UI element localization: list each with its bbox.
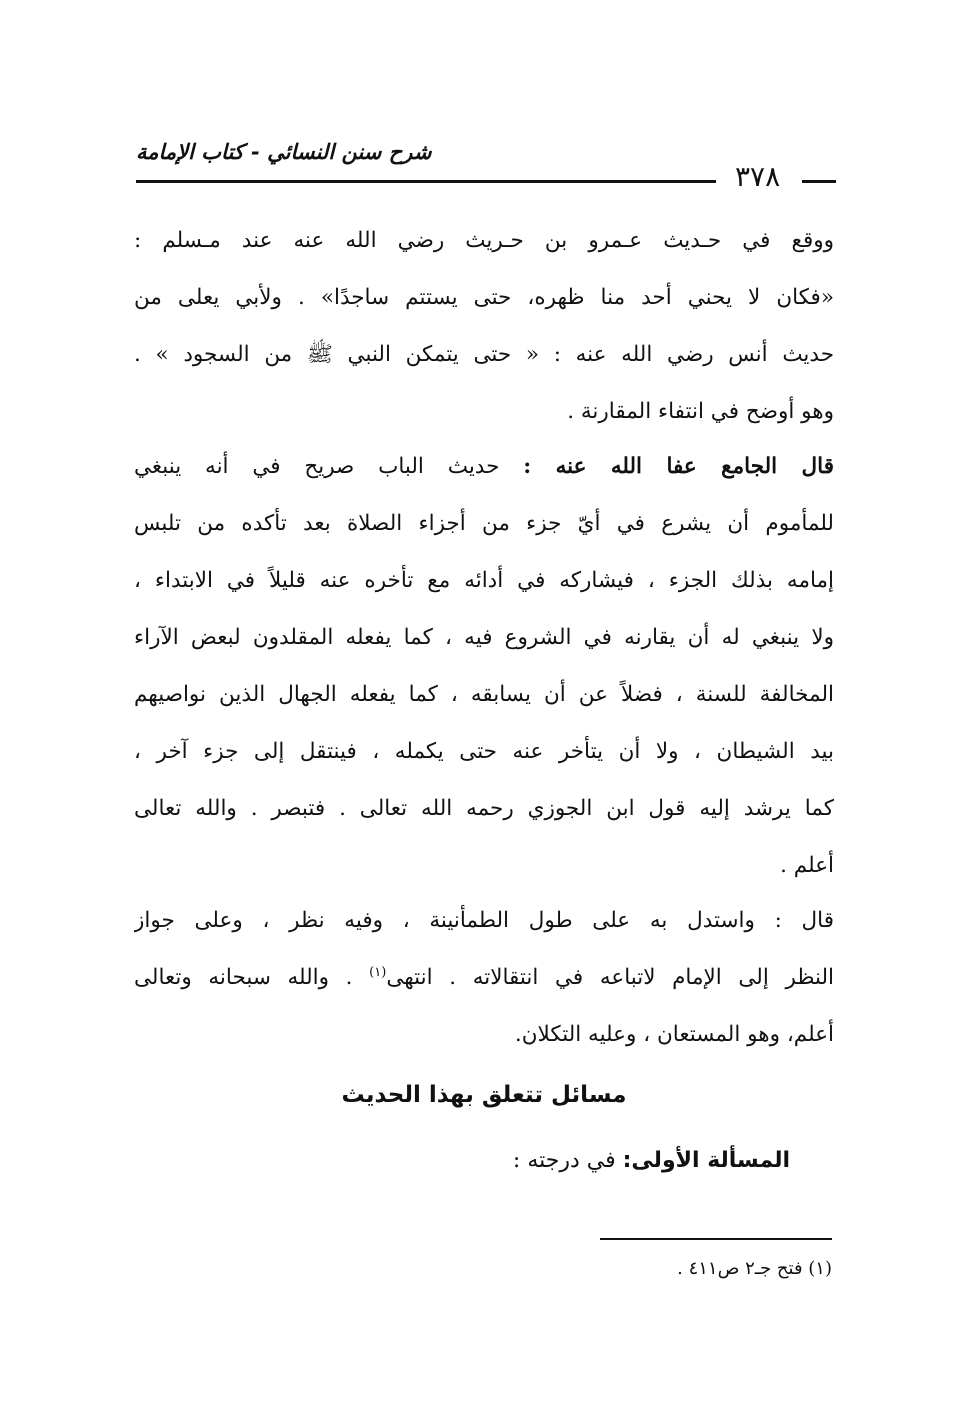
paragraph-line: إمامه بذلك الجزء ، فيشاركه في أدائه مع تأخره عنه قليلاً في الابتداء ، <box>134 568 834 593</box>
running-title: شرح سنن النسائي - كتاب الإمامة <box>136 140 432 164</box>
page-number-dash <box>802 180 836 183</box>
issue-lead: المسألة الأولى: <box>622 1148 790 1173</box>
paragraph-line: حديث أنس رضي الله عنه : « حتى يتمكن النبي ﷺ من السجود » . <box>134 342 834 367</box>
paragraph-line: قال : واستدل به على طول الطمأنينة ، وفيه نظر ، وعلى جواز <box>134 908 834 933</box>
paragraph-line: أعلم، وهو المستعان ، وعليه التكلان. <box>514 1022 834 1047</box>
paragraph-lead-rest: حديث الباب صريح في أنه ينبغي <box>134 454 524 479</box>
page-number: ٣٧٨ <box>735 160 781 193</box>
section-heading: مسائل تتعلق بهذا الحديث <box>341 1082 627 1108</box>
paragraph-line: للمأموم أن يشرع في أيّ جزء من أجزاء الصلاة بعد تأكده من تلبس <box>134 511 834 536</box>
paragraph-line-tail: . والله سبحانه وتعالى <box>134 965 370 990</box>
paragraph-line-text: النظر إلى الإمام لاتباعه في انتقالاته . انتهى <box>386 965 834 990</box>
paragraph-2 <box>134 438 834 894</box>
paragraph-line: أعلم . <box>780 853 834 878</box>
paragraph-line: المخالفة للسنة ، فضلاً عن أن يسابقه ، كما يفعله الجهال الذين نواصيهم <box>134 682 834 707</box>
paragraph-line: ولا ينبغي له أن يقارنه في الشروع فيه ، كما يفعله المقلدون لبعض الآراء <box>134 625 834 650</box>
paragraph-line: بيد الشيطان ، ولا أن يتأخر عنه حتى يكمله ، فينتقل إلى جزء آخر ، <box>134 739 834 764</box>
paragraph-3 <box>134 892 834 1063</box>
header-rule <box>136 180 716 183</box>
footnote-rule <box>600 1238 832 1240</box>
footnote: (١) فتح جـ٢ ص٤١١ . <box>677 1258 832 1279</box>
paragraph-line: كما يرشد إليه قول ابن الجوزي رحمه الله تعالى . فتبصر . والله تعالى <box>134 796 834 821</box>
paragraph-line: ووقع في حـديث عـمرو بن حـريث رضي الله عنه عند مـسلم : <box>134 228 834 253</box>
paragraph-first-line <box>134 438 834 495</box>
issue-line <box>134 1148 790 1173</box>
paragraph-line: وهو أوضح في انتفاء المقارنة . <box>567 399 834 424</box>
paragraph-line: «فكان لا يحني أحد منا ظهره، حتى يستتم ساجدًا» . ولأبي يعلى من <box>134 285 834 310</box>
paragraph-1 <box>134 212 834 440</box>
footnote-marker: (١) <box>369 964 387 980</box>
paragraph-line <box>134 949 834 1006</box>
issue-rest: في درجته : <box>512 1148 623 1173</box>
paragraph-lead: قال الجامع عفا الله عنه : <box>523 454 834 479</box>
